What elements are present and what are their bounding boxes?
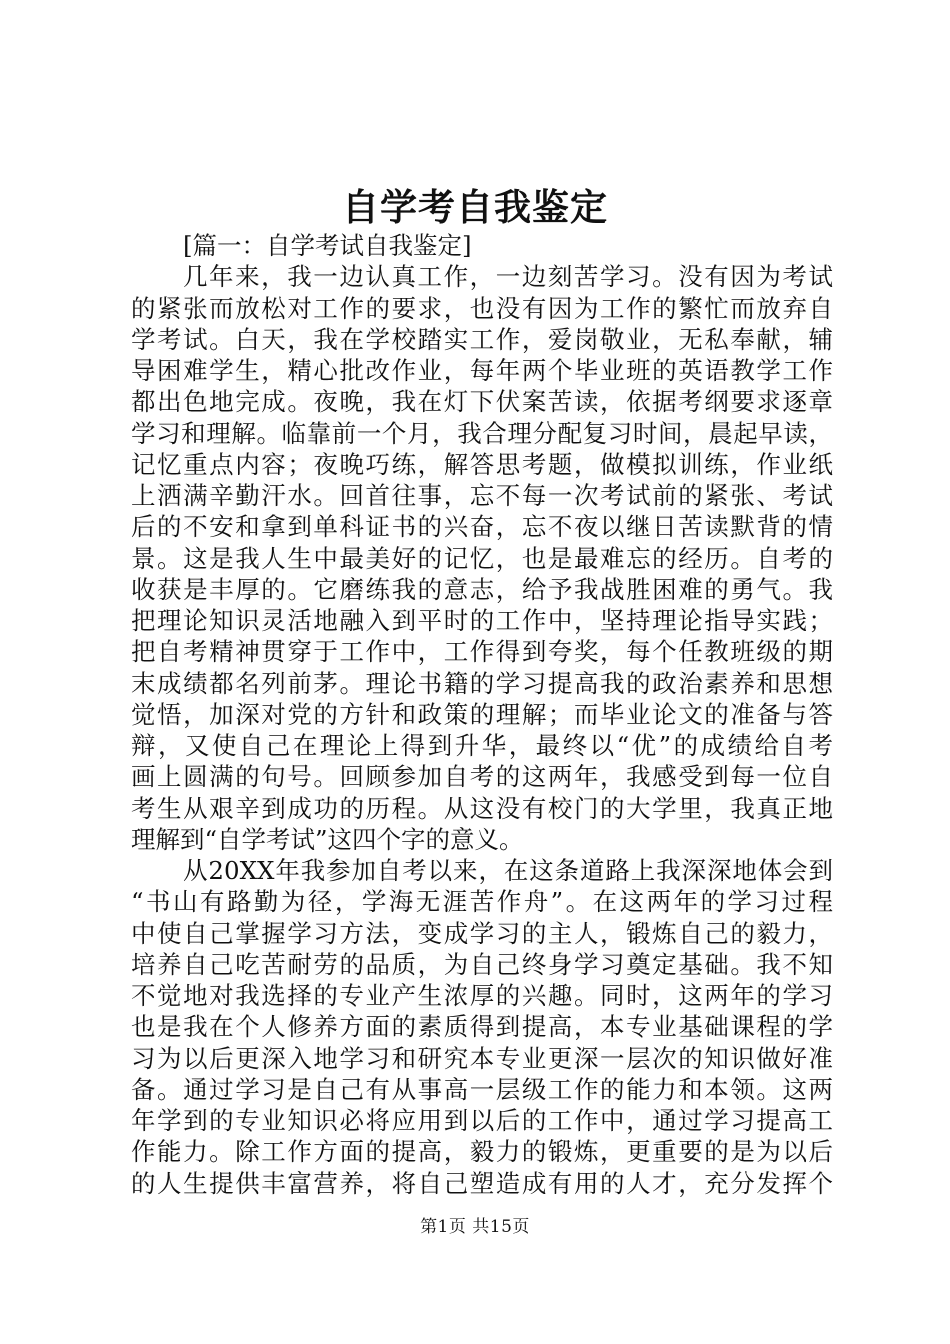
document-title: 自学考自我鉴定 [342, 186, 608, 229]
paragraph-line: 画上圆满的句号。回顾参加自考的这两年，我感受到每一位自 [131, 762, 833, 792]
paragraph-line: 导困难学生，精心批改作业，每年两个毕业班的英语教学工作 [131, 356, 833, 385]
paragraph-line: 备。通过学习是自己有从事高一层级工作的能力和本领。这两 [131, 1074, 833, 1104]
document-body [131, 230, 833, 1199]
paragraph-line: 记忆重点内容；夜晚巧练，解答思考题，做模拟训练，作业纸 [131, 449, 833, 479]
paragraph-line: 不觉地对我选择的专业产生浓厚的兴趣。同时，这两年的学习 [131, 981, 833, 1010]
paragraph-line: 习为以后更深入地学习和研究本专业更深一层次的知识做好准 [131, 1043, 833, 1073]
paragraph-line: 学习和理解。临靠前一个月，我合理分配复习时间，晨起早读， [131, 418, 833, 448]
paragraph-line: 学考试。白天，我在学校踏实工作，爱岗敬业，无私奉献，辅 [131, 324, 833, 354]
paragraph-line: 考生从艰辛到成功的历程。从这没有校门的大学里，我真正地 [131, 793, 833, 823]
paragraph-line: 上洒满辛勤汗水。回首往事，忘不每一次考试前的紧张、考试 [131, 481, 833, 510]
paragraph-line: 末成绩都名列前茅。理论书籍的学习提高我的政治素养和思想 [131, 668, 833, 698]
paragraph-line: 觉悟，加深对党的方针和政策的理解；而毕业论文的准备与答 [131, 699, 833, 729]
page-number: 第1页 共15页 [420, 1217, 530, 1237]
paragraph-line: 把理论知识灵活地融入到平时的工作中，坚持理论指导实践； [131, 606, 833, 635]
paragraph-line: 辩，又使自己在理论上得到升华，最终以“优”的成绩给自考 [131, 731, 833, 760]
paragraph-line: 都出色地完成。夜晚，我在灯下伏案苦读，依据考纲要求逐章 [131, 387, 833, 417]
paragraph-line: 后的不安和拿到单科证书的兴奋，忘不夜以继日苦读默背的情 [131, 512, 833, 542]
paragraph-line: 的紧张而放松对工作的要求，也没有因为工作的繁忙而放弃自 [131, 293, 833, 323]
paragraph-line: 的人生提供丰富营养，将自己塑造成有用的人才，充分发挥个 [131, 1168, 833, 1198]
paragraph-line: 也是我在个人修养方面的素质得到提高，本专业基础课程的学 [131, 1012, 833, 1042]
paragraph-line: 作能力。除工作方面的提高，毅力的锻炼，更重要的是为以后 [131, 1137, 833, 1167]
paragraph-line: 从20XX年我参加自考以来，在这条道路上我深深地体会到 [183, 856, 833, 885]
paragraph-line: 年学到的专业知识必将应用到以后的工作中，通过学习提高工 [131, 1106, 833, 1135]
paragraph-line: 收获是丰厚的。它磨练我的意志，给予我战胜困难的勇气。我 [131, 574, 833, 604]
paragraph-line: 理解到“自学考试”这四个字的意义。 [131, 824, 524, 854]
paragraph-line: 景。这是我人生中最美好的记忆，也是最难忘的经历。自考的 [131, 543, 833, 573]
paragraph-line: 培养自己吃苦耐劳的品质，为自己终身学习奠定基础。我不知 [131, 949, 833, 979]
paragraph-line: 中使自己掌握学习方法，变成学习的主人，锻炼自己的毅力， [131, 918, 833, 948]
section-heading: [篇一：自学考试自我鉴定] [183, 231, 472, 260]
paragraph-line: 把自考精神贯穿于工作中，工作得到夸奖，每个任教班级的期 [131, 637, 833, 667]
paragraph-line: 几年来，我一边认真工作，一边刻苦学习。没有因为考试 [183, 262, 833, 292]
paragraph-line: “书山有路勤为径，学海无涯苦作舟”。在这两年的学习过程 [131, 887, 833, 917]
